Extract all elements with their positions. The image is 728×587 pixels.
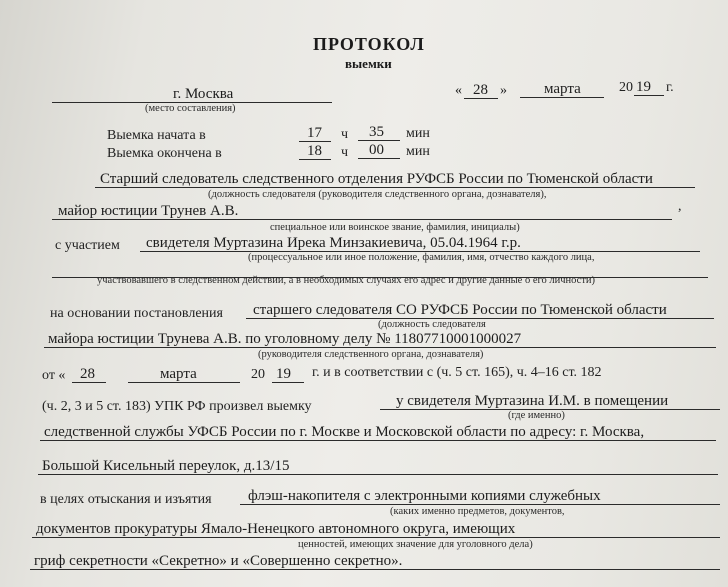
participant-caption-2: участвовавшего в следственном действии, а в необходимых случаях его адрес и другие данные о его личности): [97, 275, 596, 286]
start-hour-underline: [299, 141, 331, 142]
start-minute-unit: мин: [406, 126, 430, 141]
basis-label: на основании постановления: [50, 306, 223, 321]
basis-month-underline: [128, 382, 240, 383]
participant-label: с участием: [55, 238, 120, 253]
end-hour-unit: ч: [341, 145, 349, 160]
basis-from-label: от «: [42, 368, 66, 383]
investigator-comma: ,: [678, 199, 682, 214]
investigator-position-underline: [95, 187, 695, 188]
basis-month: марта: [160, 366, 197, 382]
date-day-underline: [464, 98, 498, 99]
basis-year-suffix: 19: [276, 366, 291, 382]
seizure-where-caption: (где именно): [508, 410, 565, 421]
seizure-where-1: у свидетеля Муртазина И.М. в помещении: [396, 393, 669, 409]
date-year-suffix: 19: [636, 79, 651, 95]
date-month-underline: [520, 97, 604, 98]
end-time-label: Выемка окончена в: [107, 146, 222, 161]
purpose-value-3: гриф секретности «Секретно» и «Совершенно секретно».: [34, 553, 403, 569]
seizure-where-3-underline: [38, 474, 718, 475]
place-value: г. Москва: [173, 86, 234, 102]
purpose-value-2-underline: [32, 537, 720, 538]
basis-caption-2: (руководителя следственного органа, дознавателя): [258, 349, 484, 360]
seizure-where-2-underline: [40, 440, 716, 441]
purpose-value-1-underline: [240, 504, 720, 505]
investigator-position: Старший следователь следственного отделения РУФСБ России по Тюменской области: [100, 171, 653, 187]
date-close-quote: »: [500, 83, 507, 98]
basis-accordance-text: г. и в соответствии с (ч. 5 ст. 165), ч. 4–16 ст. 182: [312, 365, 602, 380]
investigator-name-caption: специальное или воинское звание, фамилия, инициалы): [270, 222, 520, 233]
end-minute-unit: мин: [406, 144, 430, 159]
seizure-where-2: следственной службы УФСБ России по г. Москве и Московской области по адресу: г. Москва,: [44, 424, 645, 440]
start-hour-unit: ч: [341, 127, 349, 142]
date-year-prefix: 20: [619, 80, 633, 95]
date-month: марта: [544, 81, 581, 97]
place-caption: (место составления): [145, 103, 236, 114]
end-hour: 18: [307, 143, 322, 159]
start-minute-underline: [358, 140, 400, 141]
seizure-law-text: (ч. 2, 3 и 5 ст. 183) УПК РФ произвел выемку: [42, 399, 312, 414]
basis-year-prefix: 20: [251, 367, 265, 382]
basis-year-underline: [272, 382, 304, 383]
seizure-where-3: Большой Кисельный переулок, д.13/15: [42, 458, 290, 474]
basis-value-2-underline: [44, 347, 716, 348]
participant-caption-1: (процессуальное или иное положение, фамилия, имя, отчество каждого лица,: [248, 252, 595, 263]
investigator-name-underline: [52, 219, 672, 220]
participant-value: свидетеля Муртазина Ирека Минзакиевича, 05.04.1964 г.р.: [146, 235, 521, 251]
investigator-position-caption: (должность следователя (руководителя следственного органа, дознавателя),: [208, 189, 547, 200]
document-subtitle: выемки: [345, 56, 392, 71]
basis-value-2: майора юстиции Трунева А.В. по уголовному делу № 11807710001000027: [48, 331, 522, 347]
purpose-caption-1: (каких именно предметов, документов,: [390, 506, 565, 517]
purpose-label: в целях отыскания и изъятия: [40, 492, 212, 507]
start-minute: 35: [369, 124, 384, 140]
basis-day-underline: [72, 382, 106, 383]
date-day: 28: [473, 82, 488, 98]
purpose-caption-2: ценностей, имеющих значение для уголовного дела): [298, 539, 533, 550]
start-time-label: Выемка начата в: [107, 128, 206, 143]
date-year-underline: [634, 95, 664, 96]
basis-value-1: старшего следователя СО РУФСБ России по Тюменской области: [253, 302, 667, 318]
basis-day: 28: [80, 366, 95, 382]
document-title: ПРОТОКОЛ: [313, 34, 425, 54]
purpose-value-1: флэш-накопителя с электронными копиями служебных: [248, 488, 601, 504]
end-hour-underline: [299, 159, 331, 160]
end-minute: 00: [369, 142, 384, 158]
investigator-name: майор юстиции Трунев А.В.: [58, 203, 239, 219]
start-hour: 17: [307, 125, 322, 141]
date-year-unit: г.: [666, 80, 674, 95]
date-open-quote: «: [455, 83, 462, 98]
end-minute-underline: [358, 158, 400, 159]
purpose-value-2: документов прокуратуры Ямало-Ненецкого автономного округа, имеющих: [36, 521, 516, 537]
basis-caption-1: (должность следователя: [378, 319, 486, 330]
purpose-value-3-underline: [30, 569, 720, 570]
